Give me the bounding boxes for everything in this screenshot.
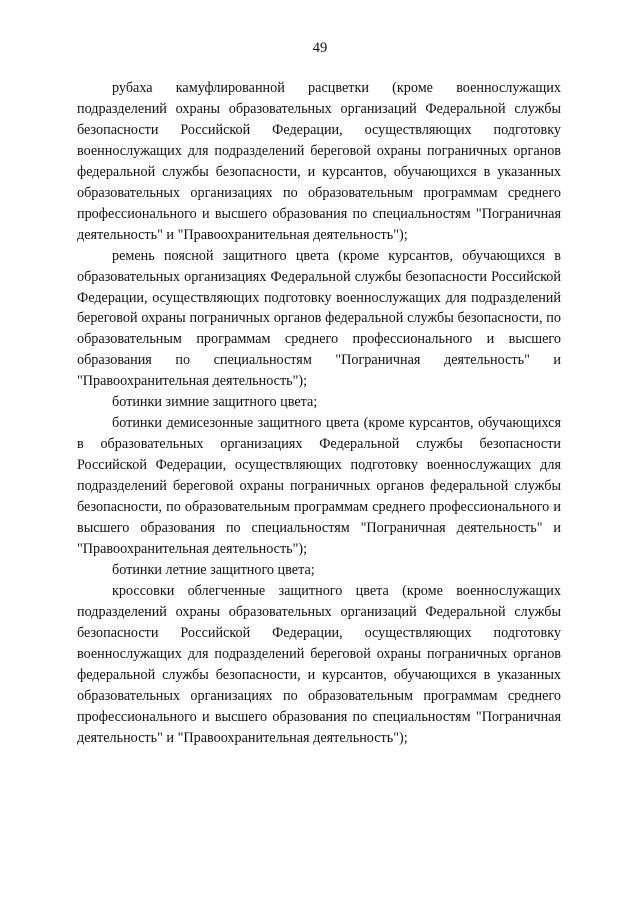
paragraph-demiseason-boots: ботинки демисезонные защитного цвета (кроме курсантов, обучающихся в образовательных организациях Федеральной службы безопасности Российской Федерации, осуществляющих подготовку военнослужащих для подразделений береговой охраны пограничных органов федеральной службы безопасности, по образовательным программам среднего профессионального и высшего образования по специальностям "Пограничная деятельность" и "Правоохранительная деятельность"); (77, 415, 561, 557)
page-number: 49 (312, 40, 328, 56)
paragraph-winter-boots: ботинки зимние защитного цвета; (112, 394, 318, 411)
paragraph-summer-boots: ботинки летние защитного цвета; (112, 561, 315, 578)
paragraph-sneakers: кроссовки облегченные защитного цвета (кроме военнослужащих подразделений охраны образовательных организаций Федеральной службы безопасности Российской Федерации, осуществляющих подготовку военнослужащих для подразделений береговой охраны пограничных органов федеральной службы безопасности, и курсантов, обучающихся в указанных образовательных организациях по образовательным программам среднего профессионального и высшего образования по специальностям "Пограничная деятельность" и "Правоохранительная деятельность"); (77, 582, 561, 746)
paragraph-belt: ремень поясной защитного цвета (кроме курсантов, обучающихся в образовательных организациях Федеральной службы безопасности Российской Федерации, осуществляющих подготовку военнослужащих для подразделений береговой охраны пограничных органов федеральной службы безопасности, по образовательным программам среднего профессионального и высшего образования по специальностям "Пограничная деятельность" и "Правоохранительная деятельность"); (77, 247, 561, 390)
body-text (77, 78, 561, 749)
paragraph-shirt: рубаха камуфлированной расцветки (кроме военнослужащих подразделений охраны образовательных организаций Федеральной службы безопасности Российской Федерации, осуществляющих подготовку военнослужащих для подразделений береговой охраны пограничных органов федеральной службы безопасности, и курсантов, обучающихся в указанных образовательных организациях по образовательным программам среднего профессионального и высшего образования по специальностям "Пограничная деятельность" и "Правоохранительная деятельность"); (77, 80, 561, 243)
